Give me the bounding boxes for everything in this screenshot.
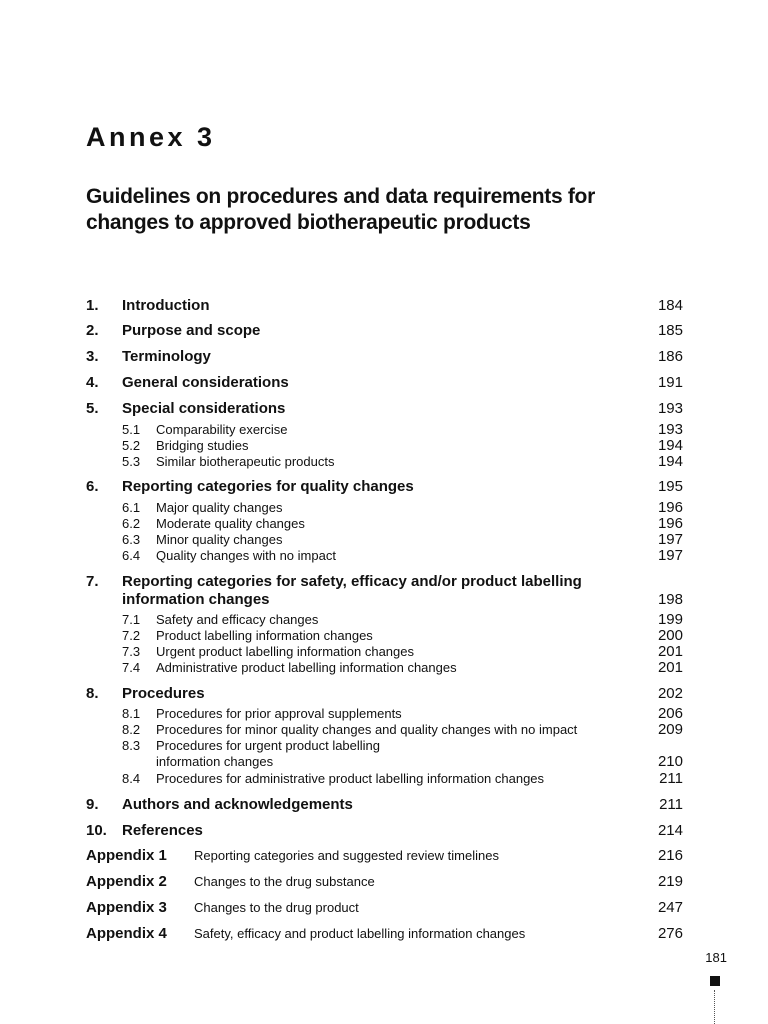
toc-entry-page: 186 <box>657 348 683 365</box>
toc-subentry-label: Comparability exercise <box>156 422 288 437</box>
toc-subentry-administrative-labelling-procedures[interactable] <box>86 771 683 787</box>
toc-subentry-page: 196 <box>657 499 683 516</box>
document-title-line-1: Guidelines on procedures and data requirements for <box>86 185 595 208</box>
toc-entry-label: Procedures <box>122 685 205 702</box>
toc-subentry-comparability-exercise[interactable] <box>86 422 683 438</box>
toc-entry-label-line-2: information changes <box>122 591 270 608</box>
toc-subentry-page: 201 <box>657 643 683 660</box>
toc-entry-number: 3. <box>86 348 99 365</box>
toc-entry-reporting-safety-efficacy-labelling[interactable] <box>86 572 683 612</box>
toc-subentry-number: 7.3 <box>122 644 141 659</box>
toc-subentry-number: 6.2 <box>122 516 141 531</box>
toc-entry-label: Changes to the drug substance <box>194 874 375 889</box>
toc-subentry-safety-efficacy-changes[interactable] <box>86 612 683 628</box>
annex-title: Annex 3 <box>86 122 216 152</box>
toc-subentry-number: 7.1 <box>122 612 141 627</box>
toc-entry-label-line-1: Reporting categories for safety, efficacy and/or product labelling <box>122 573 582 590</box>
toc-subentry-page: 206 <box>657 705 683 722</box>
toc-subentry-moderate-quality-changes[interactable] <box>86 516 683 532</box>
toc-subentry-similar-biotherapeutic-products[interactable] <box>86 454 683 470</box>
toc-subentry-number: 5.1 <box>122 422 141 437</box>
toc-entry-reporting-quality-changes[interactable] <box>86 477 683 497</box>
toc-subentry-label: Minor quality changes <box>156 532 283 547</box>
toc-entry-label: Authors and acknowledgements <box>122 796 353 813</box>
toc-entry-references[interactable] <box>86 821 683 841</box>
toc-entry-appendix-3[interactable] <box>86 898 683 918</box>
toc-subentry-label: Similar biotherapeutic products <box>156 454 335 469</box>
toc-subentry-urgent-labelling-changes[interactable] <box>86 644 683 660</box>
toc-subentry-quality-changes-no-impact[interactable] <box>86 548 683 564</box>
toc-entry-page: 247 <box>657 899 683 916</box>
toc-subentry-label: Procedures for minor quality changes and quality changes with no impact <box>156 722 578 737</box>
toc-subentry-number: 7.4 <box>122 660 141 675</box>
toc-entry-label: Changes to the drug product <box>194 900 359 915</box>
toc-subentry-number: 6.4 <box>122 548 141 563</box>
toc-subentry-label: Moderate quality changes <box>156 516 305 531</box>
toc-subentry-page: 209 <box>657 721 683 738</box>
toc-entry-label: General considerations <box>122 374 289 391</box>
toc-subentry-number: 6.1 <box>122 500 141 515</box>
toc-subentry-page: 201 <box>657 659 683 676</box>
toc-entry-label: Safety, efficacy and product labelling information changes <box>194 926 526 941</box>
toc-subentry-number: 5.3 <box>122 454 141 469</box>
toc-entry-page: 211 <box>659 796 683 813</box>
toc-entry-label: Terminology <box>122 348 211 365</box>
toc-entry-number: 7. <box>86 573 99 590</box>
toc-entry-page: 276 <box>657 925 683 942</box>
toc-entry-page: 191 <box>657 374 683 391</box>
toc-subentry-page: 200 <box>657 627 683 644</box>
toc-subentry-page: 196 <box>657 515 683 532</box>
toc-subentry-number: 5.2 <box>122 438 141 453</box>
document-title-line-2: changes to approved biotherapeutic products <box>86 211 531 234</box>
toc-subentry-number: 8.2 <box>122 722 141 737</box>
page-marker-square <box>710 976 720 986</box>
toc-entry-label: Reporting categories and suggested review timelines <box>194 848 499 863</box>
toc-subentry-page: 199 <box>657 611 683 628</box>
toc-subentry-label: Major quality changes <box>156 500 283 515</box>
toc-entry-special-considerations[interactable] <box>86 399 683 419</box>
toc-subentry-number: 6.3 <box>122 532 141 547</box>
toc-subentry-label: Product labelling information changes <box>156 628 373 643</box>
toc-entry-page: 198 <box>657 591 683 608</box>
toc-subentry-label: Bridging studies <box>156 438 249 453</box>
toc-entry-authors-acknowledgements[interactable] <box>86 795 683 815</box>
page-number: 181 <box>705 950 727 965</box>
toc-entry-appendix-2[interactable] <box>86 872 683 892</box>
toc-subentry-label: Procedures for prior approval supplements <box>156 706 402 721</box>
toc-entry-page: 195 <box>657 478 683 495</box>
toc-entry-procedures[interactable] <box>86 684 683 704</box>
toc-entry-page: 202 <box>657 685 683 702</box>
toc-subentry-label: Urgent product labelling information changes <box>156 644 414 659</box>
toc-entry-page: 214 <box>657 822 683 839</box>
toc-subentry-prior-approval-procedures[interactable] <box>86 706 683 722</box>
toc-subentry-minor-quality-changes[interactable] <box>86 532 683 548</box>
toc-subentry-number: 8.1 <box>122 706 141 721</box>
toc-subentry-page: 194 <box>657 453 683 470</box>
toc-entry-purpose-and-scope[interactable] <box>86 321 683 341</box>
toc-entry-number: Appendix 2 <box>86 873 167 890</box>
toc-entry-terminology[interactable] <box>86 347 683 367</box>
toc-subentry-page: 211 <box>659 770 683 787</box>
toc-entry-label: References <box>122 822 203 839</box>
toc-subentry-label: Administrative product labelling information changes <box>156 660 457 675</box>
toc-subentry-number: 8.3 <box>122 738 141 753</box>
toc-subentry-number: 8.4 <box>122 771 141 786</box>
toc-subentry-major-quality-changes[interactable] <box>86 500 683 516</box>
toc-entry-number: Appendix 1 <box>86 847 167 864</box>
toc-entry-page: 193 <box>657 400 683 417</box>
toc-entry-page: 184 <box>657 297 683 314</box>
toc-subentry-page: 197 <box>657 547 683 564</box>
toc-subentry-label: Quality changes with no impact <box>156 548 336 563</box>
toc-subentry-minor-quality-procedures[interactable] <box>86 722 683 738</box>
toc-entry-number: Appendix 4 <box>86 925 167 942</box>
toc-subentry-label-line-2: information changes <box>156 754 274 769</box>
toc-subentry-administrative-labelling-changes[interactable] <box>86 660 683 676</box>
toc-entry-number: 1. <box>86 297 99 314</box>
toc-entry-label: Purpose and scope <box>122 322 261 339</box>
toc-entry-page: 185 <box>657 322 683 339</box>
toc-entry-number: 6. <box>86 478 99 495</box>
toc-entry-introduction[interactable] <box>86 296 683 316</box>
toc-entry-appendix-4[interactable] <box>86 924 683 944</box>
toc-subentry-page: 194 <box>657 437 683 454</box>
toc-entry-number: 8. <box>86 685 99 702</box>
toc-entry-number: 9. <box>86 796 99 813</box>
toc-subentry-labelling-information-changes[interactable] <box>86 628 683 644</box>
toc-entry-general-considerations[interactable] <box>86 373 683 393</box>
toc-subentry-page: 197 <box>657 531 683 548</box>
toc-entry-page: 216 <box>657 847 683 864</box>
toc-subentry-page: 193 <box>657 421 683 438</box>
toc-entry-label: Reporting categories for quality changes <box>122 478 414 495</box>
toc-subentry-page: 210 <box>657 753 683 770</box>
toc-entry-number: 4. <box>86 374 99 391</box>
toc-subentry-urgent-labelling-procedures[interactable] <box>86 738 683 770</box>
toc-entry-appendix-1[interactable] <box>86 846 683 866</box>
toc-entry-label: Special considerations <box>122 400 286 417</box>
dotted-rule <box>714 990 715 1024</box>
toc-subentry-label: Safety and efficacy changes <box>156 612 319 627</box>
toc-entry-number: 5. <box>86 400 99 417</box>
toc-entry-number: 10. <box>86 822 107 839</box>
toc-entry-page: 219 <box>657 873 683 890</box>
toc-entry-label: Introduction <box>122 297 210 314</box>
toc-entry-number: 2. <box>86 322 99 339</box>
toc-subentry-label: Procedures for administrative product labelling information changes <box>156 771 545 786</box>
toc-subentry-number: 7.2 <box>122 628 141 643</box>
toc-entry-number: Appendix 3 <box>86 899 167 916</box>
toc-subentry-bridging-studies[interactable] <box>86 438 683 454</box>
toc-subentry-label-line-1: Procedures for urgent product labelling <box>156 738 381 753</box>
